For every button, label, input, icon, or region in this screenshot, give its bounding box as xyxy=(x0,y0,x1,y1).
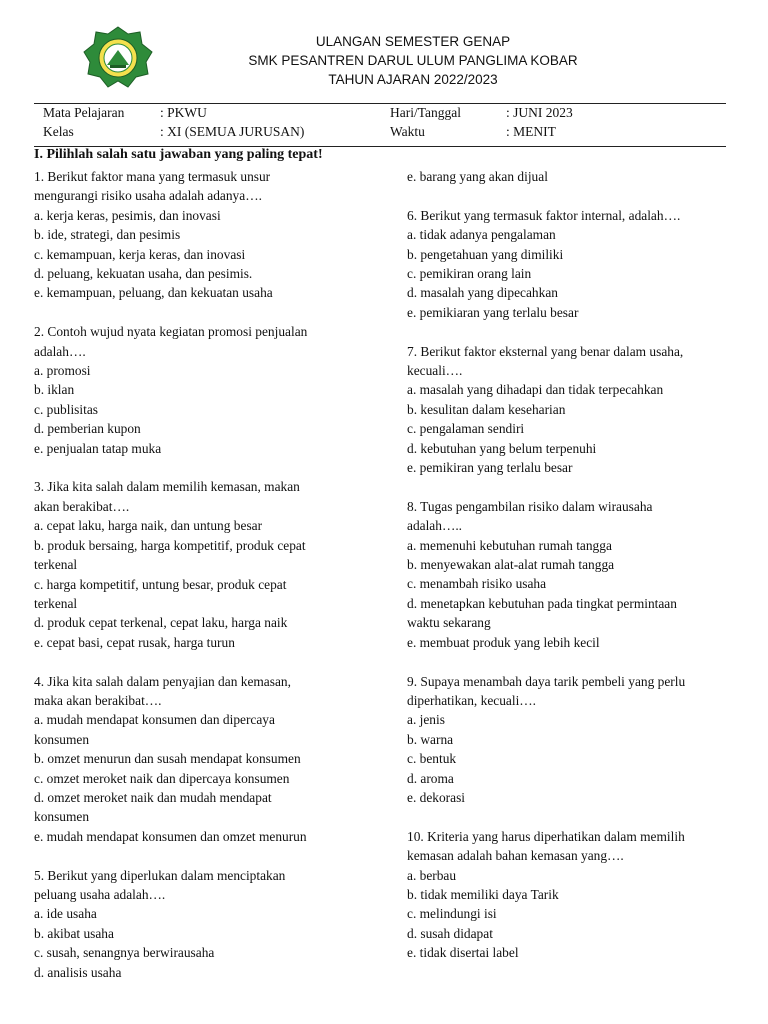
answer-option: a. kerja keras, pesimis, dan inovasi xyxy=(34,207,221,223)
answer-option: d. peluang, kekuatan usaha, dan pesimis. xyxy=(34,266,253,282)
question-questions_left-0 xyxy=(34,167,364,303)
answer-option: a. ide usaha xyxy=(34,906,97,922)
question-stem: 7. Berikut faktor eksternal yang benar dalam usaha, xyxy=(407,343,684,359)
question-questions_right-3 xyxy=(407,672,737,808)
answer-option: c. publisitas xyxy=(34,401,98,417)
answer-option: b. akibat usaha xyxy=(34,925,114,941)
answer-option: d. omzet meroket naik dan mudah mendapat xyxy=(34,789,272,805)
question-stem: adalah….. xyxy=(407,518,463,534)
answer-option: terkenal xyxy=(34,557,78,573)
time-label: Waktu xyxy=(390,124,425,139)
answer-option: konsumen xyxy=(34,809,90,825)
question-stem: adalah…. xyxy=(34,343,86,359)
answer-option: a. memenuhi kebutuhan rumah tangga xyxy=(407,537,612,553)
question-stem: peluang usaha adalah…. xyxy=(34,886,166,902)
answer-option: e. dekorasi xyxy=(407,789,466,805)
answer-option: d. masalah yang dipecahkan xyxy=(407,285,558,301)
answer-option: d. aroma xyxy=(407,770,454,786)
answer-option: c. bentuk xyxy=(407,751,457,767)
answer-option: c. kemampuan, kerja keras, dan inovasi xyxy=(34,246,246,262)
question-questions_left-4 xyxy=(34,866,364,982)
question-questions_right-1 xyxy=(407,342,737,478)
answer-option: e. cepat basi, cepat rusak, harga turun xyxy=(34,634,235,650)
answer-option: a. promosi xyxy=(34,363,91,379)
answer-option: d. produk cepat terkenal, cepat laku, harga naik xyxy=(34,615,288,631)
answer-option: c. susah, senangnya berwirausaha xyxy=(34,945,215,961)
school-name: SMK PESANTREN DARUL ULUM PANGLIMA KOBAR xyxy=(248,53,578,68)
right-column xyxy=(407,167,737,982)
question-5-continuation xyxy=(407,167,737,186)
answer-option: d. pemberian kupon xyxy=(34,421,141,437)
question-stem: kecuali…. xyxy=(407,363,463,379)
class-value: : XI (SEMUA JURUSAN) xyxy=(160,124,305,139)
answer-option: e. membuat produk yang lebih kecil xyxy=(407,634,600,650)
option-line: e. barang yang akan dijual xyxy=(407,169,548,184)
answer-option: a. cepat laku, harga naik, dan untung besar xyxy=(34,518,263,534)
answer-option: d. kebutuhan yang belum terpenuhi xyxy=(407,440,597,456)
exam-info xyxy=(34,103,726,142)
date-value: : JUNI 2023 xyxy=(506,105,573,120)
answer-option: a. berbau xyxy=(407,867,457,883)
question-questions_left-1 xyxy=(34,322,364,458)
answer-option: e. kemampuan, peluang, dan kekuatan usaha xyxy=(34,285,273,301)
answer-option: d. analisis usaha xyxy=(34,964,122,980)
question-stem: 4. Jika kita salah dalam penyajian dan kemasan, xyxy=(34,673,291,689)
exam-header xyxy=(0,32,768,89)
question-questions_right-4 xyxy=(407,827,737,963)
answer-option: e. pemikiaran yang terlalu besar xyxy=(407,304,579,320)
answer-option: a. mudah mendapat konsumen dan dipercaya xyxy=(34,712,275,728)
answer-option: b. kesulitan dalam keseharian xyxy=(407,401,566,417)
question-questions_left-2 xyxy=(34,477,364,652)
answer-option: d. menetapkan kebutuhan pada tingkat permintaan xyxy=(407,595,677,611)
question-stem: 6. Berikut yang termasuk faktor internal, adalah…. xyxy=(407,207,681,223)
question-stem: diperhatikan, kecuali…. xyxy=(407,692,537,708)
question-stem: mengurangi risiko usaha adalah adanya…. xyxy=(34,188,262,204)
question-questions_right-0 xyxy=(407,206,737,322)
answer-option: b. iklan xyxy=(34,382,75,398)
answer-option: d. susah didapat xyxy=(407,925,493,941)
answer-option: e. mudah mendapat konsumen dan omzet menurun xyxy=(34,828,307,844)
question-stem: 1. Berikut faktor mana yang termasuk unsur xyxy=(34,169,271,184)
answer-option: c. melindungi isi xyxy=(407,906,497,922)
question-stem: 8. Tugas pengambilan risiko dalam wirausaha xyxy=(407,498,653,514)
answer-option: c. pemikiran orang lain xyxy=(407,266,532,282)
answer-option: e. tidak disertai label xyxy=(407,945,519,961)
section-instruction: I. Pilihlah salah satu jawaban yang paling tepat! xyxy=(34,147,323,162)
answer-option: e. penjualan tatap muka xyxy=(34,440,162,456)
left-column xyxy=(34,167,364,1001)
exam-title: ULANGAN SEMESTER GENAP xyxy=(315,34,511,49)
question-stem: maka akan berakibat…. xyxy=(34,692,162,708)
question-stem: 2. Contoh wujud nyata kegiatan promosi penjualan xyxy=(34,324,308,340)
answer-option: b. pengetahuan yang dimiliki xyxy=(407,246,564,262)
answer-option: b. tidak memiliki daya Tarik xyxy=(407,886,559,902)
answer-option: b. produk bersaing, harga kompetitif, produk cepat xyxy=(34,537,306,553)
academic-year: TAHUN AJARAN 2022/2023 xyxy=(328,72,498,87)
answer-option: a. masalah yang dihadapi dan tidak terpecahkan xyxy=(407,382,664,398)
question-stem: 3. Jika kita salah dalam memilih kemasan, makan xyxy=(34,479,300,495)
answer-option: e. pemikiran yang terlalu besar xyxy=(407,460,573,476)
class-label: Kelas xyxy=(43,124,74,139)
answer-option: a. jenis xyxy=(407,712,445,728)
question-stem: 10. Kriteria yang harus diperhatikan dalam memilih xyxy=(407,828,685,844)
question-stem: 5. Berikut yang diperlukan dalam menciptakan xyxy=(34,867,286,883)
question-stem: akan berakibat…. xyxy=(34,498,130,514)
answer-option: a. tidak adanya pengalaman xyxy=(407,227,556,243)
date-label: Hari/Tanggal xyxy=(390,105,462,120)
subject-value: : PKWU xyxy=(160,105,207,120)
answer-option: konsumen xyxy=(34,731,90,747)
answer-option: waktu sekarang xyxy=(407,615,491,631)
answer-option: b. warna xyxy=(407,731,454,747)
answer-option: c. pengalaman sendiri xyxy=(407,421,525,437)
subject-label: Mata Pelajaran xyxy=(43,105,125,120)
question-stem: 9. Supaya menambah daya tarik pembeli yang perlu xyxy=(407,673,686,689)
answer-option: b. menyewakan alat-alat rumah tangga xyxy=(407,557,615,573)
answer-option: c. omzet meroket naik dan dipercaya konsumen xyxy=(34,770,290,786)
answer-option: b. omzet menurun dan susah mendapat konsumen xyxy=(34,751,301,767)
question-stem: kemasan adalah bahan kemasan yang…. xyxy=(407,848,624,864)
answer-option: terkenal xyxy=(34,595,78,611)
question-questions_right-2 xyxy=(407,497,737,652)
answer-option: b. ide, strategi, dan pesimis xyxy=(34,227,181,243)
time-value: : MENIT xyxy=(506,124,556,139)
answer-option: c. harga kompetitif, untung besar, produk cepat xyxy=(34,576,287,592)
answer-option: c. menambah risiko usaha xyxy=(407,576,547,592)
question-questions_left-3 xyxy=(34,672,364,847)
